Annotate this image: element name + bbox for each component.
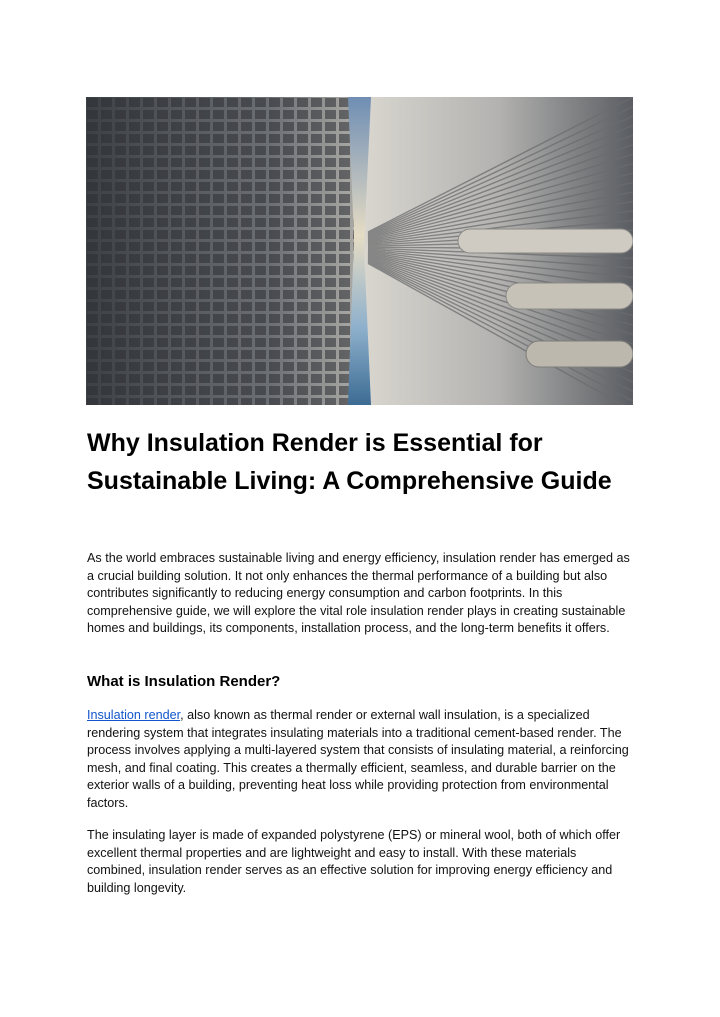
article-title: Why Insulation Render is Essential for Sustainable Living: A Comprehensive Guide [87, 429, 612, 495]
section-heading: What is Insulation Render? [87, 673, 281, 690]
section-paragraph-1-text: , also known as thermal render or external wall insulation, is a specialized rendering system that integrates insulating materials into a traditional cement-based render. The process involves applying a multi-layered system that consists of insulating material, a reinforcing mesh, and final coating. This creates a thermally efficient, seamless, and durable barrier on the exterior walls of a building, preventing heat loss while providing protection from environmental factors. [87, 708, 629, 810]
section-paragraph-1 [87, 707, 635, 813]
insulation-render-link[interactable]: Insulation render [87, 708, 181, 722]
hero-image [86, 97, 633, 405]
intro-paragraph: As the world embraces sustainable living and energy efficiency, insulation render has emerged as a crucial building solution. It not only enhances the thermal performance of a building but also contributes significantly to reducing energy consumption and carbon footprints. In this comprehensive guide, we will explore the vital role insulation render plays in creating sustainable homes and buildings, its components, installation process, and the long-term benefits it offers. [87, 551, 630, 636]
section-paragraph-2: The insulating layer is made of expanded polystyrene (EPS) or mineral wool, both of which offer excellent thermal properties and are lightweight and easy to install. With these materials combined, insulation render serves as an effective solution for improving energy efficiency and building longevity. [87, 828, 621, 895]
hero-illustration [86, 97, 633, 405]
